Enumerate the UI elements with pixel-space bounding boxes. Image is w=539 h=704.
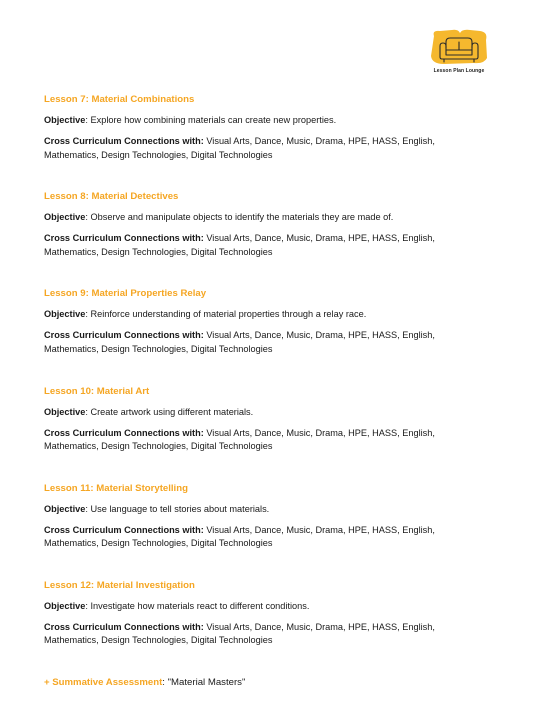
summative-value: "Material Masters" (167, 677, 246, 689)
objective-text: Use language to tell stories about materials. (90, 503, 270, 514)
objective-label: Objective (44, 212, 86, 223)
connections (44, 232, 504, 259)
objective-text: Observe and manipulate objects to identify the materials they are made of. (90, 212, 394, 223)
objective-label: Objective (44, 309, 86, 320)
lesson-list (44, 94, 504, 689)
connections-label: Cross Curriculum Connections with: (44, 233, 204, 244)
logo (426, 28, 492, 78)
connections-label: Cross Curriculum Connections with: (44, 524, 204, 535)
lesson-title: Lesson 8: Material Detectives (44, 191, 179, 203)
lesson-title: Lesson 12: Material Investigation (44, 579, 195, 591)
connections-line1: Visual Arts, Dance, Music, Drama, HPE, HASS, English, (206, 136, 435, 146)
objective-label: Objective (44, 503, 86, 514)
lesson-title: Lesson 11: Material Storytelling (44, 482, 188, 494)
connections (44, 329, 504, 356)
objective-text: Reinforce understanding of material properties through a relay race. (90, 309, 367, 320)
objective: Objective: Create artwork using different materials. (44, 406, 254, 417)
lesson-item (44, 483, 504, 580)
connections-line2: Mathematics, Design Technologies, Digital Technologies (44, 343, 273, 354)
connections-line1: Visual Arts, Dance, Music, Drama, HPE, HASS, English, (206, 330, 435, 341)
lesson-item (44, 191, 504, 288)
objective-text: Create artwork using different materials. (90, 406, 254, 417)
connections-line1: Visual Arts, Dance, Music, Drama, HPE, HASS, English, (206, 427, 435, 438)
connections-line1: Visual Arts, Dance, Music, Drama, HPE, HASS, English, (206, 524, 435, 535)
lesson-item (44, 288, 504, 385)
connections (44, 427, 504, 454)
objective: Objective: Reinforce understanding of material properties through a relay race. (44, 309, 367, 320)
objective-label: Objective (44, 115, 86, 125)
objective-label: Objective (44, 600, 86, 611)
objective: Objective: Investigate how materials react to different conditions. (44, 600, 310, 611)
connections-line1: Visual Arts, Dance, Music, Drama, HPE, HASS, English, (206, 233, 435, 244)
summative-separator: : (162, 677, 168, 689)
connections-label: Cross Curriculum Connections with: (44, 621, 204, 632)
lesson-item (44, 386, 504, 483)
objective: Objective: Explore how combining materials can create new properties. (44, 115, 337, 125)
connections-label: Cross Curriculum Connections with: (44, 136, 204, 146)
objective: Objective: Use language to tell stories about materials. (44, 503, 270, 514)
connections-line2: Mathematics, Design Technologies, Digital Technologies (44, 538, 273, 549)
lesson-title: Lesson 9: Material Properties Relay (44, 288, 207, 300)
connections-line2: Mathematics, Design Technologies, Digital Technologies (44, 246, 273, 257)
connections-label: Cross Curriculum Connections with: (44, 330, 204, 341)
objective-label: Objective (44, 406, 86, 417)
connections (44, 621, 504, 648)
connections-line2: Mathematics, Design Technologies, Digital Technologies (44, 441, 273, 452)
summative-label: + Summative Assessment (44, 677, 163, 689)
objective: Objective: Observe and manipulate objects to identify the materials they are made of. (44, 212, 394, 223)
objective-text: Investigate how materials react to different conditions. (90, 600, 310, 611)
lesson-item (44, 94, 504, 191)
connections-line2: Mathematics, Design Technologies, Digital Technologies (44, 149, 273, 160)
lesson-item (44, 580, 504, 677)
connections-label: Cross Curriculum Connections with: (44, 427, 204, 438)
connections-line1: Visual Arts, Dance, Music, Drama, HPE, HASS, English, (206, 621, 435, 632)
connections-line2: Mathematics, Design Technologies, Digital Technologies (44, 635, 273, 646)
couch-icon (426, 28, 492, 68)
lesson-title: Lesson 7: Material Combinations (44, 94, 195, 105)
summative-assessment (44, 677, 504, 689)
objective-text: Explore how combining materials can create new properties. (90, 115, 337, 125)
connections (44, 135, 504, 162)
connections (44, 524, 504, 551)
logo-text: Lesson Plan Lounge (433, 68, 485, 74)
lesson-title: Lesson 10: Material Art (44, 385, 150, 397)
